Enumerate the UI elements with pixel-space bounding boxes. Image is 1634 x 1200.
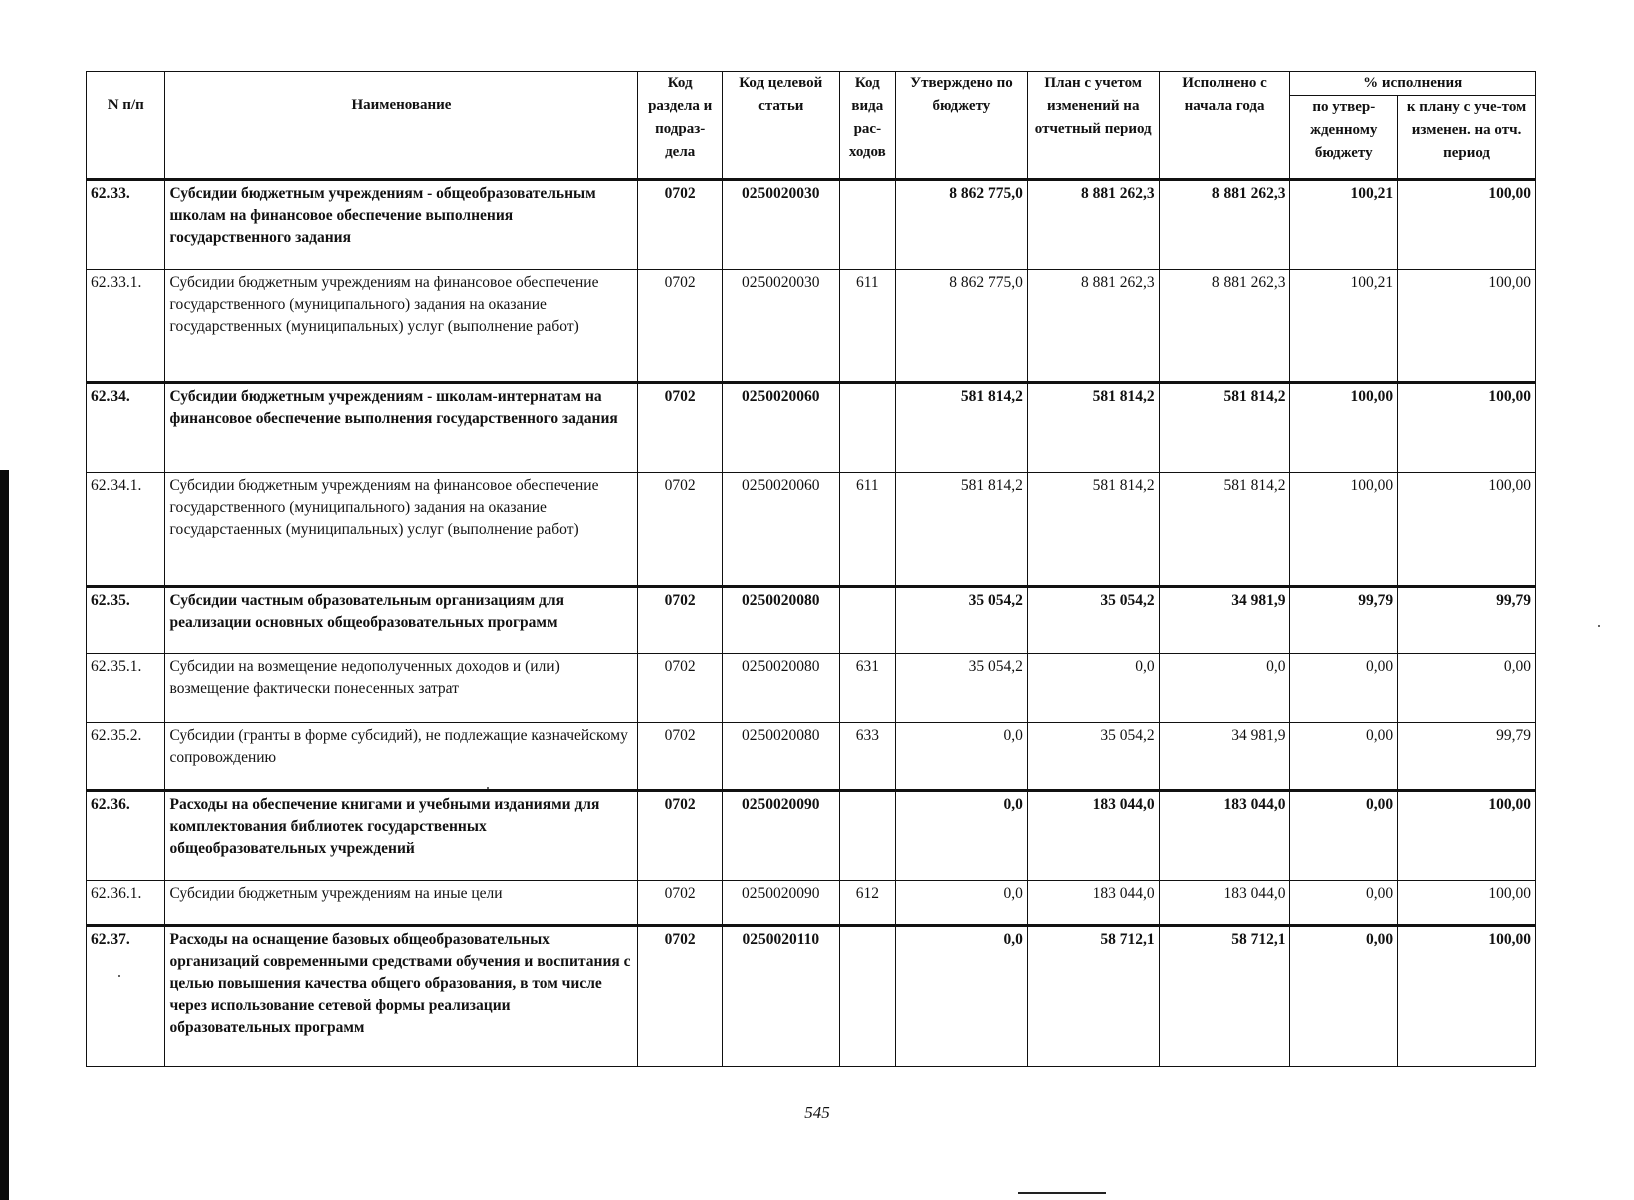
row-name: Расходы на оснащение базовых общеобразовательных организаций современными средствами обучения и воспитания с целью повышения качества общего образования, в том числе через использование сетевой формы реализации образовательных программ [165, 926, 638, 1067]
header-executed: Исполнено с начала года [1159, 72, 1290, 180]
table-row [87, 881, 1536, 926]
row-expense-type: 611 [839, 473, 895, 587]
row-num: 62.33. [87, 180, 165, 270]
scan-mark [1018, 1192, 1106, 1194]
row-pct-plan: 100,00 [1398, 791, 1536, 881]
page-number: 545 [804, 1103, 830, 1122]
row-num: 62.36.1. [87, 881, 165, 926]
row-executed: 34 981,9 [1159, 586, 1290, 653]
row-approved: 35 054,2 [896, 586, 1028, 653]
row-name: Субсидии бюджетным учреждениям на финансовое обеспечение государственного (муниципального) задания на оказание государственных (муниципальных) услуг (выполнение работ) [165, 269, 638, 383]
row-section-code: 0702 [638, 653, 723, 722]
row-num: 62.35. [87, 586, 165, 653]
row-approved: 35 054,2 [896, 653, 1028, 722]
row-plan: 8 881 262,3 [1027, 269, 1159, 383]
row-expense-type [839, 926, 895, 1067]
table-row [87, 791, 1536, 881]
row-section-code: 0702 [638, 473, 723, 587]
row-plan: 58 712,1 [1027, 926, 1159, 1067]
row-expense-type [839, 383, 895, 473]
header-approved: Утверждено по бюджету [896, 72, 1028, 180]
row-section-code: 0702 [638, 881, 723, 926]
row-plan: 581 814,2 [1027, 473, 1159, 587]
row-name: Субсидии бюджетным учреждениям - общеобразовательным школам на финансовое обеспечение выполнения государственного задания [165, 180, 638, 270]
row-plan: 35 054,2 [1027, 722, 1159, 791]
header-plan: План с учетом изменений на отчетный период [1027, 72, 1159, 180]
row-executed: 34 981,9 [1159, 722, 1290, 791]
table-row [87, 473, 1536, 587]
row-executed: 581 814,2 [1159, 473, 1290, 587]
row-target-code: 0250020060 [722, 473, 839, 587]
row-approved: 0,0 [896, 881, 1028, 926]
row-executed: 58 712,1 [1159, 926, 1290, 1067]
row-executed: 183 044,0 [1159, 881, 1290, 926]
row-approved: 8 862 775,0 [896, 180, 1028, 270]
row-target-code: 0250020030 [722, 269, 839, 383]
row-target-code: 0250020080 [722, 653, 839, 722]
row-section-code: 0702 [638, 791, 723, 881]
header-name: Наименование [165, 72, 638, 180]
row-num: 62.33.1. [87, 269, 165, 383]
row-target-code: 0250020090 [722, 881, 839, 926]
row-plan: 183 044,0 [1027, 791, 1159, 881]
table-row [87, 926, 1536, 1067]
row-executed: 8 881 262,3 [1159, 180, 1290, 270]
row-name: Субсидии бюджетным учреждениям на финансовое обеспечение государственного (муниципального) задания на оказание государстаенных (муниципальных) услуг (выполнение работ) [165, 473, 638, 587]
row-expense-type: 633 [839, 722, 895, 791]
row-executed: 8 881 262,3 [1159, 269, 1290, 383]
row-plan: 581 814,2 [1027, 383, 1159, 473]
table-row [87, 722, 1536, 791]
row-pct-plan: 100,00 [1398, 269, 1536, 383]
table-body [87, 180, 1536, 1067]
row-pct-plan: 0,00 [1398, 653, 1536, 722]
row-name: Субсидии (гранты в форме субсидий), не подлежащие казначейскому сопровождению [165, 722, 638, 791]
row-expense-type [839, 180, 895, 270]
table-row [87, 586, 1536, 653]
row-pct-budget: 100,21 [1290, 180, 1398, 270]
row-name: Расходы на обеспечение книгами и учебными изданиями для комплектования библиотек государственных общеобразовательных учреждений [165, 791, 638, 881]
header-pct-plan: к плану с уче-том изменен. на отч. период [1398, 96, 1536, 180]
row-approved: 8 862 775,0 [896, 269, 1028, 383]
row-pct-budget: 0,00 [1290, 926, 1398, 1067]
row-num: 62.34.1. [87, 473, 165, 587]
header-expense-type: Код вида рас-ходов [839, 72, 895, 180]
row-pct-budget: 0,00 [1290, 881, 1398, 926]
row-name: Субсидии бюджетным учреждениям - школам-интернатам на финансовое обеспечение выполнения государственного задания [165, 383, 638, 473]
header-section-code: Код раздела и подраз-дела [638, 72, 723, 180]
row-plan: 183 044,0 [1027, 881, 1159, 926]
row-section-code: 0702 [638, 269, 723, 383]
row-pct-plan: 100,00 [1398, 926, 1536, 1067]
header-percent-group: % исполнения [1290, 72, 1536, 96]
row-approved: 0,0 [896, 926, 1028, 1067]
row-name: Субсидии частным образовательным организациям для реализации основных общеобразовательных программ [165, 586, 638, 653]
table-row [87, 180, 1536, 270]
row-plan: 8 881 262,3 [1027, 180, 1159, 270]
row-pct-plan: 100,00 [1398, 881, 1536, 926]
row-num: 62.36. [87, 791, 165, 881]
table-row [87, 653, 1536, 722]
row-num: 62.35.2. [87, 722, 165, 791]
row-section-code: 0702 [638, 926, 723, 1067]
row-target-code: 0250020030 [722, 180, 839, 270]
row-pct-budget: 100,00 [1290, 473, 1398, 587]
row-section-code: 0702 [638, 180, 723, 270]
row-executed: 581 814,2 [1159, 383, 1290, 473]
row-approved: 581 814,2 [896, 383, 1028, 473]
table-header [87, 72, 1536, 180]
row-executed: 183 044,0 [1159, 791, 1290, 881]
table-row [87, 383, 1536, 473]
row-target-code: 0250020060 [722, 383, 839, 473]
row-num: 62.35.1. [87, 653, 165, 722]
header-pct-budget: по утвер-жденному бюджету [1290, 96, 1398, 180]
row-target-code: 0250020080 [722, 586, 839, 653]
row-expense-type: 612 [839, 881, 895, 926]
row-approved: 0,0 [896, 791, 1028, 881]
row-expense-type [839, 586, 895, 653]
row-pct-budget: 100,21 [1290, 269, 1398, 383]
row-pct-plan: 100,00 [1398, 180, 1536, 270]
row-approved: 0,0 [896, 722, 1028, 791]
scan-dot [1598, 625, 1600, 627]
row-executed: 0,0 [1159, 653, 1290, 722]
budget-execution-table [86, 71, 1536, 1067]
row-pct-plan: 99,79 [1398, 722, 1536, 791]
row-pct-budget: 0,00 [1290, 722, 1398, 791]
row-section-code: 0702 [638, 383, 723, 473]
row-num: 62.37. [87, 926, 165, 1067]
row-target-code: 0250020090 [722, 791, 839, 881]
row-approved: 581 814,2 [896, 473, 1028, 587]
row-name: Субсидии бюджетным учреждениям на иные цели [165, 881, 638, 926]
row-pct-plan: 100,00 [1398, 383, 1536, 473]
table-row [87, 269, 1536, 383]
row-target-code: 0250020080 [722, 722, 839, 791]
row-expense-type: 611 [839, 269, 895, 383]
row-pct-budget: 0,00 [1290, 653, 1398, 722]
row-pct-budget: 100,00 [1290, 383, 1398, 473]
row-pct-budget: 0,00 [1290, 791, 1398, 881]
row-plan: 35 054,2 [1027, 586, 1159, 653]
row-num: 62.34. [87, 383, 165, 473]
row-expense-type: 631 [839, 653, 895, 722]
row-section-code: 0702 [638, 722, 723, 791]
row-pct-budget: 99,79 [1290, 586, 1398, 653]
row-pct-plan: 100,00 [1398, 473, 1536, 587]
scan-edge-artifact [0, 470, 9, 1200]
row-plan: 0,0 [1027, 653, 1159, 722]
row-pct-plan: 99,79 [1398, 586, 1536, 653]
row-section-code: 0702 [638, 586, 723, 653]
row-expense-type [839, 791, 895, 881]
header-target-code: Код целевой статьи [722, 72, 839, 180]
row-target-code: 0250020110 [722, 926, 839, 1067]
row-name: Субсидии на возмещение недополученных доходов и (или) возмещение фактически понесенных затрат [165, 653, 638, 722]
header-num: N п/п [87, 72, 165, 180]
